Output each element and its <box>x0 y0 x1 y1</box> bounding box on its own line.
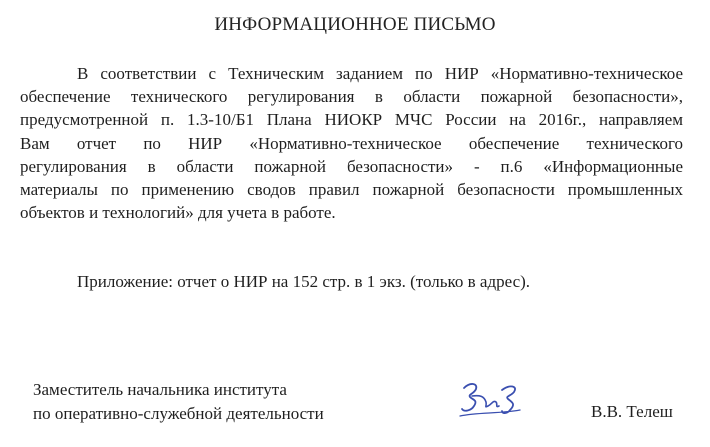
appendix-note: Приложение: отчет о НИР на 152 стр. в 1 экз. (только в адрес). <box>77 272 531 291</box>
signatory-position-line: по оперативно-служебной деятельности <box>33 404 324 423</box>
signatory-name: В.В. Телеш <box>591 402 673 421</box>
body-line: объектов и технологий» для учета в работе. <box>20 203 336 223</box>
letter-title: ИНФОРМАЦИОННОЕ ПИСЬМО <box>214 14 496 35</box>
body-line: В соответствии с Техническим заданием по НИР «Нормативно-техническое <box>77 64 683 83</box>
body-line: предусмотренной п. 1.3-10/Б1 Плана НИОКР МЧС России на 2016г., направляем <box>20 110 683 130</box>
signatory-position-line: Заместитель начальника института <box>33 380 287 399</box>
body-line: обеспечение технического регулирования в области пожарной безопасности», <box>20 87 683 107</box>
body-line: регулирования в области пожарной безопасности» - п.6 «Информационные <box>20 156 683 176</box>
letter-body <box>20 62 683 224</box>
handwritten-signature <box>458 376 528 422</box>
body-line: материалы по применению сводов правил пожарной безопасности промышленных <box>20 180 683 200</box>
signatory-position <box>33 378 324 426</box>
body-line: Вам отчет по НИР «Нормативно-техническое обеспечение технического <box>20 133 683 153</box>
